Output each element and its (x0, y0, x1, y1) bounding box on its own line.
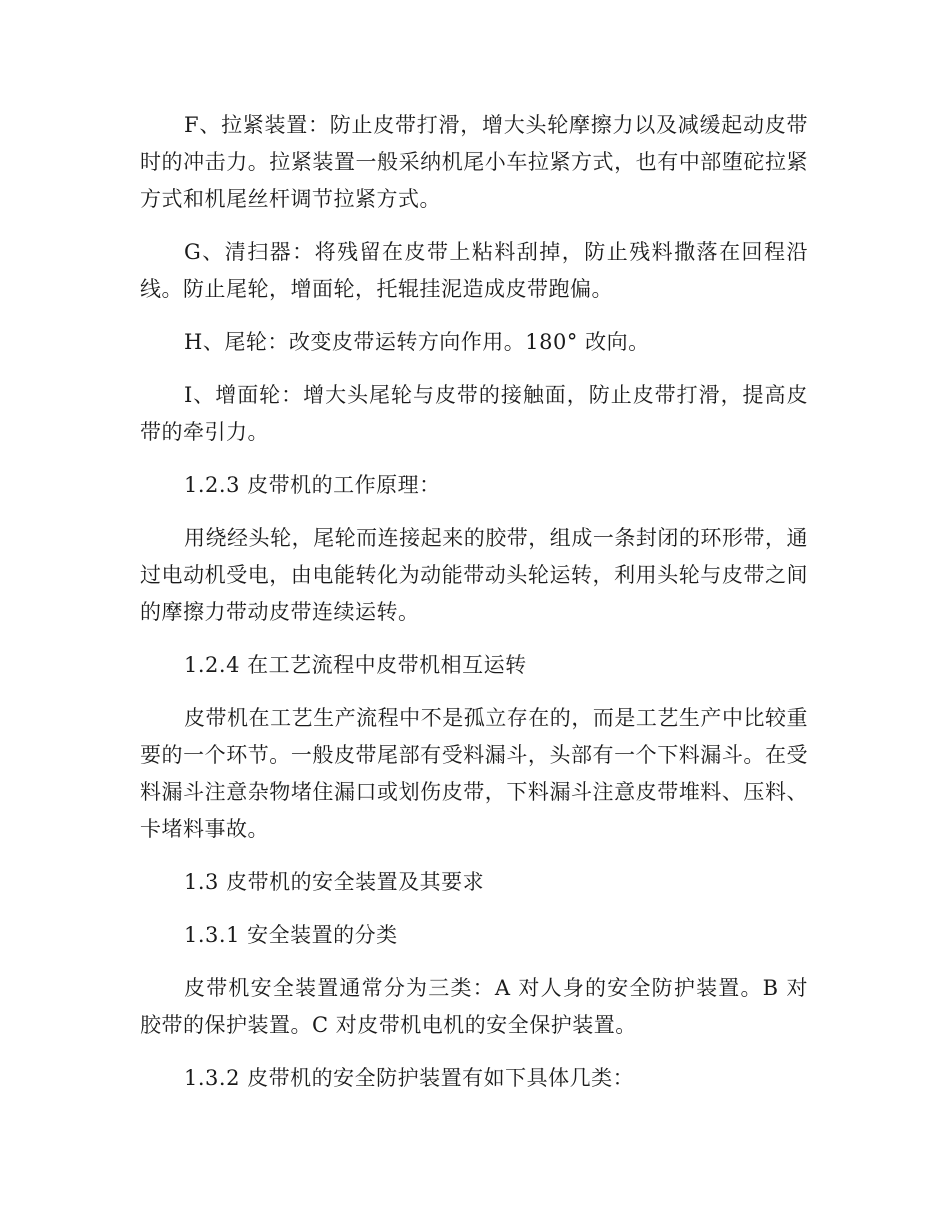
heading-working-principle: 1.2.3 皮带机的工作原理： (184, 473, 441, 497)
paragraph-process-flow: 皮带机在工艺生产流程中不是孤立存在的，而是工艺生产中比较重要的一个环节。一般皮带尾部有受料漏斗，头部有一个下料漏斗。在受料漏斗注意杂物堵住漏口或划伤皮带，下料漏斗注意皮带堆料、压料、卡堵料事故。 (140, 706, 808, 841)
paragraph-tail-pulley: H、尾轮：改变皮带运转方向作用。180° 改向。 (184, 330, 650, 354)
paragraph-tensioner: F、拉紧装置：防止皮带打滑，增大头轮摩擦力以及减缓起动皮带时的冲击力。拉紧装置一般采纳机尾小车拉紧方式，也有中部堕砣拉紧方式和机尾丝杆调节拉紧方式。 (140, 113, 808, 211)
heading-protection-types: 1.3.2 皮带机的安全防护装置有如下具体几类： (184, 1066, 635, 1090)
heading-safety-devices: 1.3 皮带机的安全装置及其要求 (184, 870, 485, 894)
heading-process-flow: 1.2.4 在工艺流程中皮带机相互运转 (184, 653, 527, 677)
heading-device-classification: 1.3.1 安全装置的分类 (184, 923, 398, 947)
paragraph-working-principle: 用绕经头轮，尾轮而连接起来的胶带，组成一条封闭的环形带，通过电动机受电，由电能转化为动能带动头轮运转，利用头轮与皮带之间的摩擦力带动皮带连续运转。 (140, 526, 808, 624)
paragraph-snub-pulley: I、增面轮：增大头尾轮与皮带的接触面，防止皮带打滑，提高皮带的牵引力。 (140, 383, 808, 444)
paragraph-cleaner: G、清扫器：将残留在皮带上粘料刮掉，防止残料撒落在回程沿线。防止尾轮，增面轮，托辊挂泥造成皮带跑偏。 (140, 240, 808, 301)
paragraph-device-classification: 皮带机安全装置通常分为三类：A 对人身的安全防护装置。B 对胶带的保护装置。C 对皮带机电机的安全保护装置。 (140, 976, 808, 1037)
document-body (140, 107, 808, 1113)
